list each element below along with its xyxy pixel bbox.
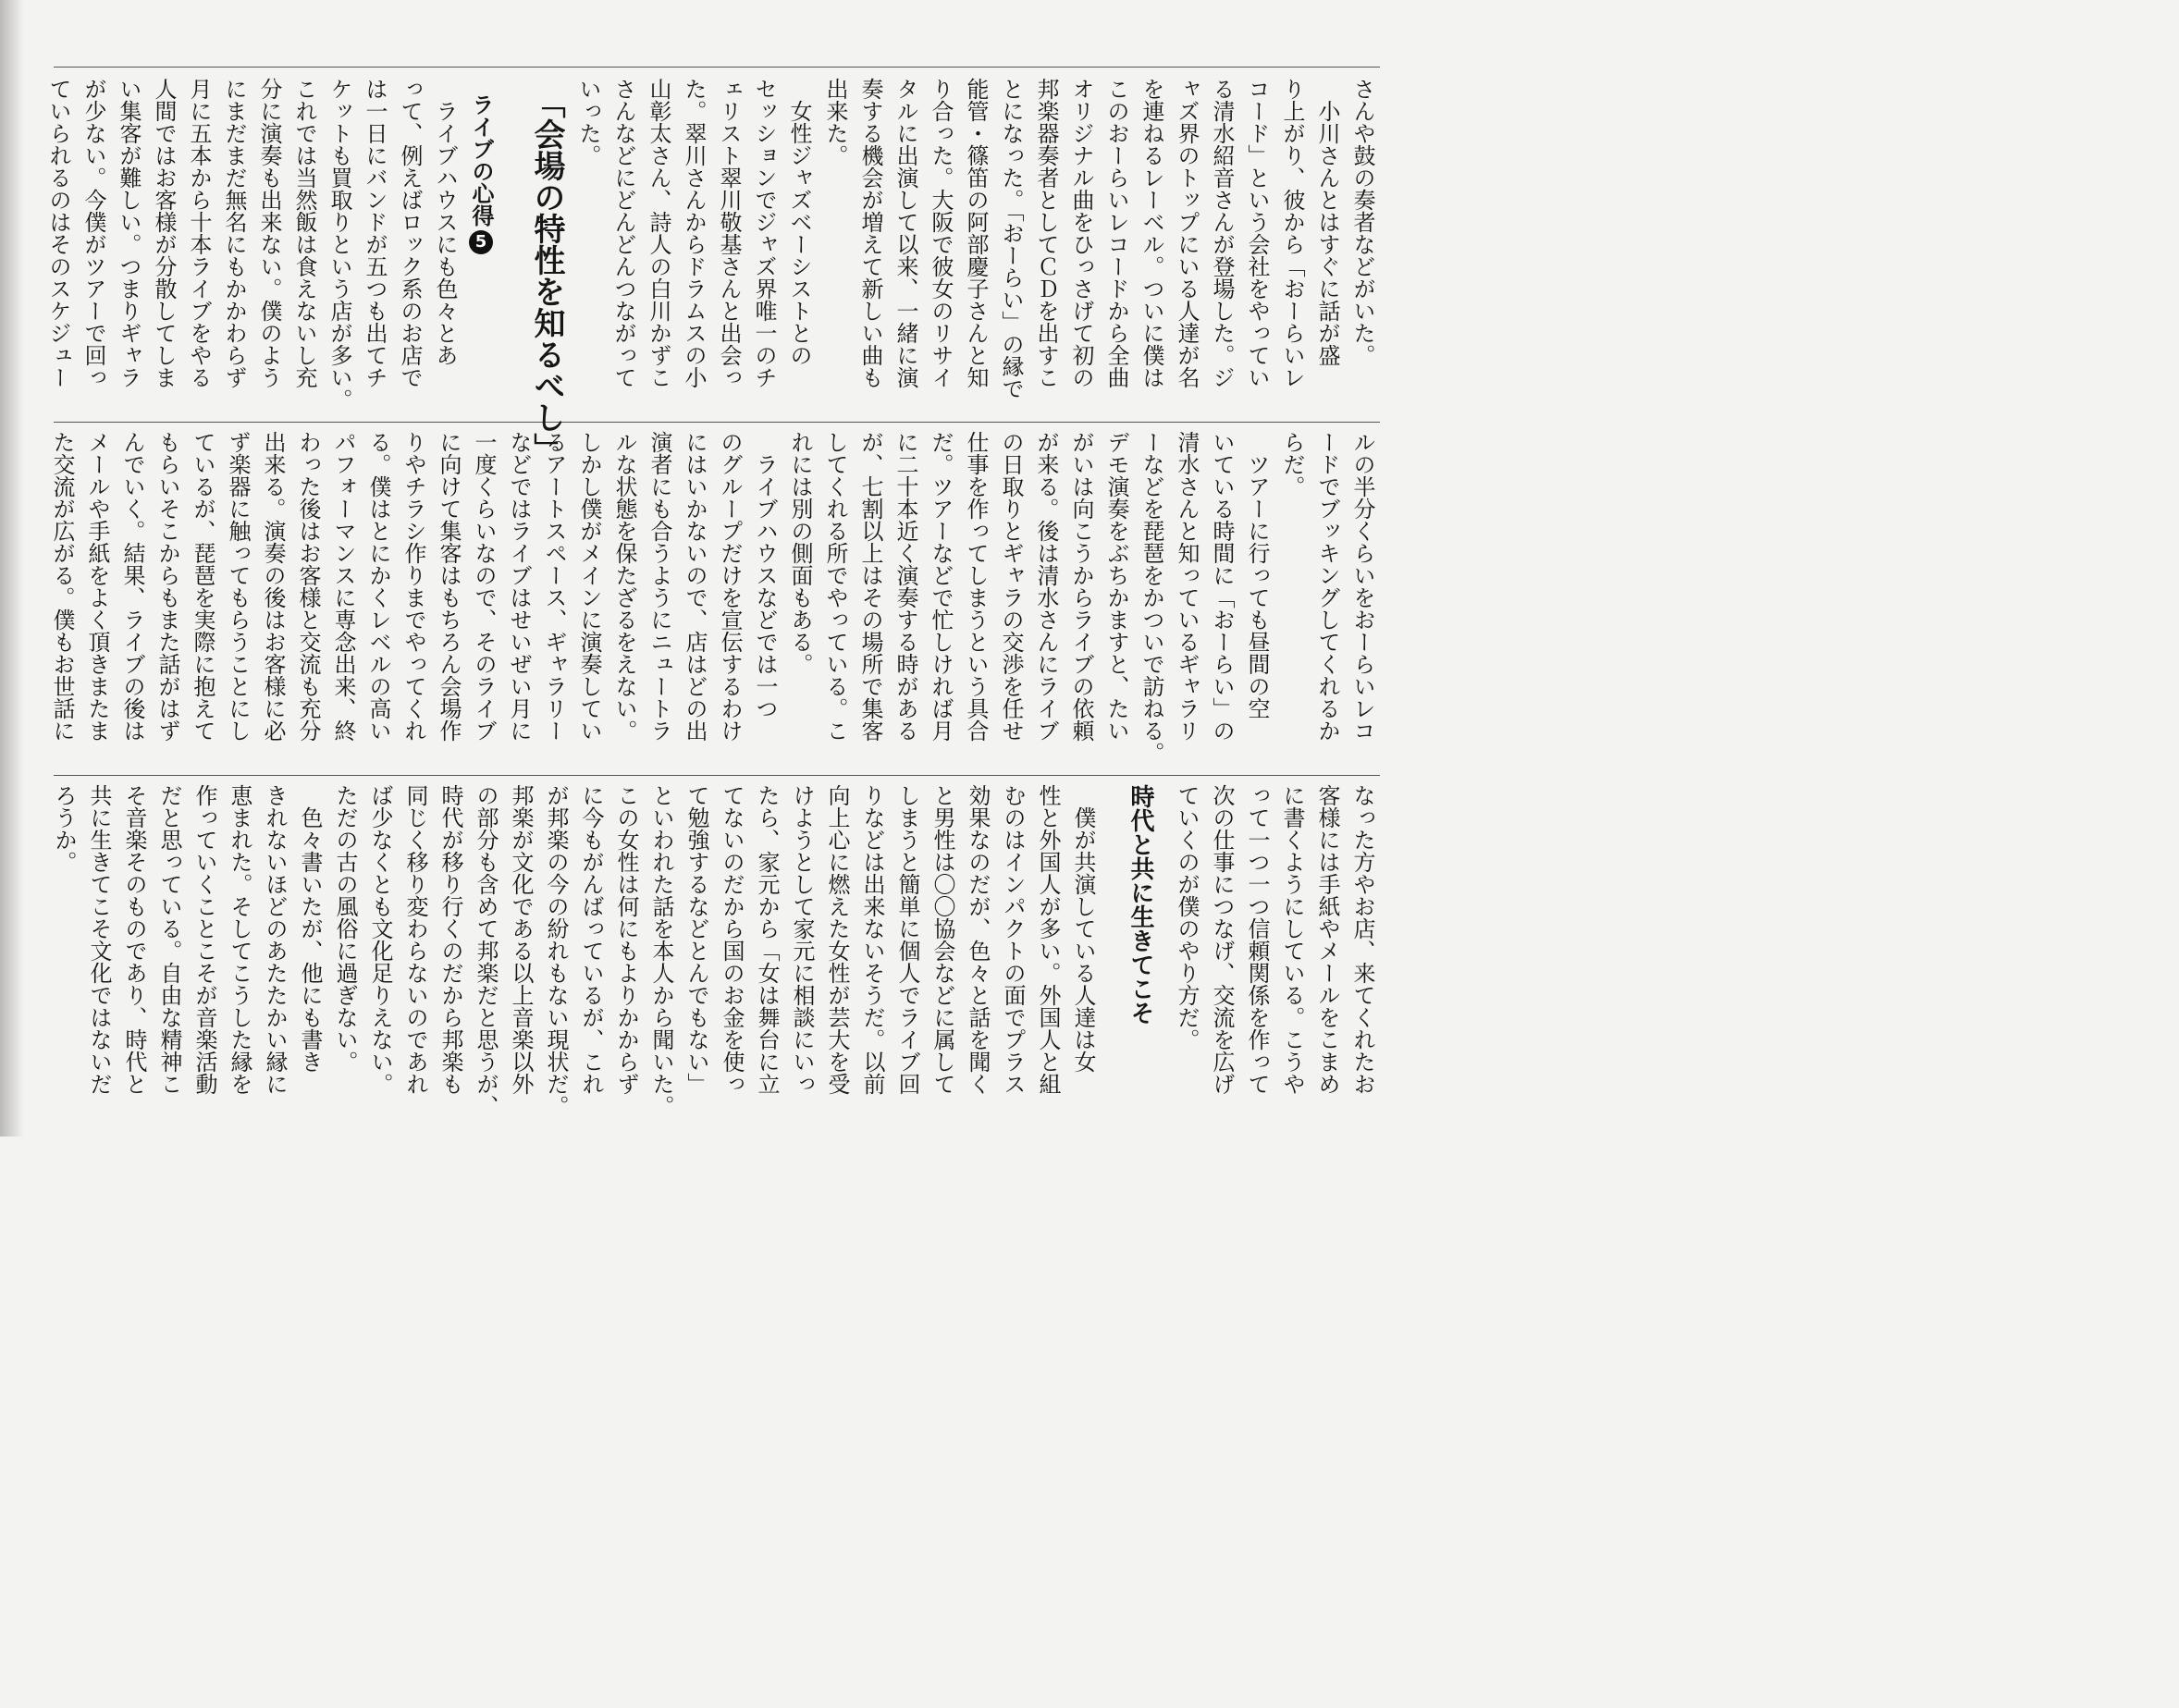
text-line: このおーらいレコードから全曲: [1103, 78, 1129, 388]
text-line: ているが、琵琶を実際に抱えて: [190, 431, 215, 742]
tier-divider-2: [54, 775, 1380, 776]
text-line: きれないほどのあたたかい縁に: [262, 784, 288, 1095]
text-line: に書くようにしている。こうや: [1279, 784, 1305, 1095]
text-line: この女性は何にもよりかからず: [613, 784, 639, 1095]
tier-divider-1: [54, 422, 1380, 423]
text-line: に向けて集客はもちろん会場作: [436, 431, 462, 742]
text-line: り上がり、彼から「おーらいレ: [1279, 78, 1305, 388]
text-line: りなどは出来ないそうだ。以前: [859, 784, 885, 1095]
text-line: は一日にバンドが五つも出てチ: [362, 78, 388, 388]
text-line: 効果なのだが、色々と話を聞く: [965, 784, 991, 1095]
text-line: とになった。「おーらい」の縁で: [998, 78, 1024, 399]
section-label-text: ライブの心得: [468, 92, 494, 227]
tier1-left-column: [41, 78, 462, 411]
text-line: ていくのが僕のやり方だ。: [1174, 784, 1200, 1051]
top-rule: [54, 67, 1380, 68]
text-line: デモ演奏をぶちかますと、たい: [1103, 431, 1129, 742]
text-line: これでは当然飯は食えないし充: [291, 78, 317, 388]
text-line: に二十本近く演奏する時がある: [893, 431, 918, 742]
text-line: 性と外国人が多い。外国人と組: [1035, 784, 1061, 1095]
text-line: にまだまだ無名にもかかわらず: [221, 78, 247, 388]
text-line: 山彰太さん、詩人の白川かずこ: [646, 78, 671, 388]
text-line: 客様には手紙やメールをこまめ: [1314, 784, 1340, 1095]
text-line: ャズ界のトップにいる人達が名: [1174, 78, 1200, 388]
text-line: 女性ジャズベーシストとの: [786, 78, 812, 366]
text-line: 色々書いたが、他にも書き: [297, 784, 323, 1073]
text-line: パフォーマンスに専念出来、終: [330, 431, 356, 742]
text-line: なった方やお店、来てくれたお: [1349, 784, 1375, 1095]
text-line: セッションでジャズ界唯一のチ: [751, 78, 777, 388]
text-line: んでいく。結果、ライブの後は: [119, 431, 145, 742]
text-line: ていられるのはそのスケジュー: [45, 78, 71, 388]
text-line: 仕事を作ってしまうという具合: [963, 431, 989, 742]
text-line: ず楽器に触ってもらうことにし: [225, 431, 251, 742]
text-line: 邦楽が文化である以上音楽以外: [508, 784, 534, 1095]
text-line: い集客が難しい。つまりギャラ: [116, 78, 142, 388]
text-line: 僕が共演している人達は女: [1070, 784, 1096, 1073]
text-line: 演者にも合うようにニュートラ: [646, 431, 672, 742]
text-line: ツアーに行っても昼間の空: [1244, 431, 1270, 719]
tier2-columns: [44, 431, 1380, 764]
text-line: 月に五本から十本ライブをやる: [186, 78, 212, 388]
text-line: 分に演奏も出来ない。僕のよう: [256, 78, 282, 388]
tier1-right-column: [818, 78, 1380, 411]
text-line: って一つ一つ信頼関係を作って: [1244, 784, 1270, 1095]
text-line: の部分も含めて邦楽だと思うが、: [473, 784, 499, 1117]
text-line: が少ない。今僕がツアーで回っ: [80, 78, 106, 388]
text-line: たら、家元から「女は舞台に立: [754, 784, 780, 1095]
text-line: コード」という会社をやってい: [1244, 78, 1270, 388]
text-line: ルの半分くらいをおーらいレコ: [1349, 431, 1375, 742]
text-line: の日取りとギャラの交渉を任せ: [998, 431, 1024, 742]
text-line: ば少なくとも文化足りえない。: [367, 784, 393, 1095]
text-line: ェリスト翠川敬基さんと出会っ: [716, 78, 742, 388]
text-line: わった後はお客様と交流も充分: [295, 431, 321, 742]
text-line: ケットも買取りという店が多い。: [326, 78, 352, 411]
text-line: 邦楽器奏者としてＣＤを出すこ: [1033, 78, 1059, 388]
text-line: だ。ツアーなどで忙しければ月: [928, 431, 954, 742]
text-line: ろうか。: [51, 784, 77, 873]
text-line: けようとして家元に相談にいっ: [789, 784, 815, 1095]
text-line: ードでブッキングしてくれるか: [1314, 431, 1340, 742]
text-line: さんや鼓の奏者などがいた。: [1349, 78, 1375, 366]
text-line: と男性は〇〇協会などに属して: [929, 784, 955, 1095]
text-line: て勉強するなどとんでもない」: [683, 784, 709, 1095]
text-line: が、七割以上はその場所で集客: [857, 431, 883, 742]
text-line: 作っていくことこそが音楽活動: [191, 784, 217, 1095]
text-line: 清水さんと知っているギャラリ: [1174, 431, 1200, 742]
text-line: ライブハウスなどでは一つ: [752, 431, 778, 719]
text-line: にはいかないので、店はどの出: [682, 431, 708, 742]
text-line: れには別の側面もある。: [787, 431, 813, 675]
text-line: 小川さんとはすぐに話が盛: [1314, 78, 1340, 366]
text-line: むのはインパクトの面でプラス: [1000, 784, 1026, 1095]
text-line: 奏する機会が増えて新しい曲も: [857, 78, 883, 388]
section-label: [465, 78, 523, 254]
text-line: 出来た。: [822, 78, 848, 166]
page-gutter-shadow: [0, 0, 24, 1137]
text-line: らだ。: [1279, 431, 1305, 498]
text-line: そ音楽そのものであり、時代と: [121, 784, 147, 1095]
text-line: って、例えばロック系のお店で: [397, 78, 423, 388]
text-line: ーなどを琵琶をかついで訪ねる。: [1139, 431, 1164, 764]
text-line: てないのだから国のお金を使っ: [719, 784, 745, 1095]
text-line: のグループだけを宣伝するわけ: [717, 431, 743, 742]
text-line: が邦楽の今の紛れもない現状だ。: [543, 784, 569, 1117]
text-line: 同じく移り変わらないのであれ: [402, 784, 428, 1095]
text-line: タルに出演して以来、一緒に演: [893, 78, 918, 388]
text-line: 一度くらいなので、そのライブ: [471, 431, 497, 742]
text-line: いった。: [575, 78, 601, 166]
text-line: 出来る。演奏の後はお客様に必: [260, 431, 286, 742]
text-line: 次の仕事につなげ、交流を広げ: [1209, 784, 1235, 1095]
closing-heading: 時代と共に生きてこそ: [1126, 784, 1154, 1025]
text-line: がいは向こうからライブの依頼: [1068, 431, 1094, 742]
text-line: ライブハウスにも色々とあ: [432, 78, 458, 366]
text-line: といわれた話を本人から聞いた。: [648, 784, 674, 1117]
tier3-right-column: [1169, 784, 1380, 1117]
text-line: いている時間に「おーらい」の: [1209, 431, 1235, 742]
text-line: ルな状態を保たざるをえない。: [611, 431, 637, 742]
section-title: 「会場の特性を知るべし」: [528, 87, 565, 464]
text-line: してくれる所でやっている。こ: [822, 431, 848, 742]
text-line: だと思っている。自由な精神こ: [156, 784, 182, 1095]
text-line: た交流が広がる。僕もお世話に: [49, 431, 75, 742]
text-line: 時代が移り行くのだから邦楽も: [437, 784, 463, 1095]
text-line: る。僕はとにかくレベルの高い: [365, 431, 391, 742]
text-line: ただの古の風俗に過ぎない。: [332, 784, 358, 1073]
text-line: 共に生きてこそ文化ではないだ: [86, 784, 112, 1095]
text-line: るアートスペース、ギャラリー: [541, 431, 567, 742]
text-line: しまうと簡単に個人でライブ回: [894, 784, 920, 1095]
text-line: オリジナル曲をひっさげて初の: [1068, 78, 1094, 388]
tier1-middle-column: [571, 78, 817, 411]
text-line: さんなどにどんどんつながって: [610, 78, 636, 388]
text-line: に今もがんばっているが、これ: [578, 784, 604, 1095]
text-line: を連ねるレーベル。ついに僕は: [1139, 78, 1164, 388]
tier3-main-column: [46, 784, 1101, 1117]
text-line: りやチラシ作りまでやってくれ: [400, 431, 426, 742]
text-line: などではライブはせいぜい月に: [506, 431, 532, 742]
text-line: メールや手紙をよく頂きまたま: [84, 431, 110, 742]
section-number-badge: 5: [469, 230, 493, 254]
text-line: が来る。後は清水さんにライブ: [1033, 431, 1059, 742]
text-line: た。翠川さんからドラムスの小: [681, 78, 707, 388]
text-line: しかし僕がメインに演奏してい: [576, 431, 602, 742]
text-line: 向上心に燃えた女性が芸大を受: [824, 784, 850, 1095]
text-line: 能管・篠笛の阿部慶子さんと知: [963, 78, 989, 388]
text-line: もらいそこからもまた話がはず: [154, 431, 180, 742]
text-line: り合った。大阪で彼女のリサイ: [928, 78, 954, 388]
text-line: 恵まれた。そしてこうした縁を: [227, 784, 252, 1095]
text-line: 人間ではお客様が分散してしま: [151, 78, 177, 388]
text-line: る清水紹音さんが登場した。ジ: [1209, 78, 1235, 388]
